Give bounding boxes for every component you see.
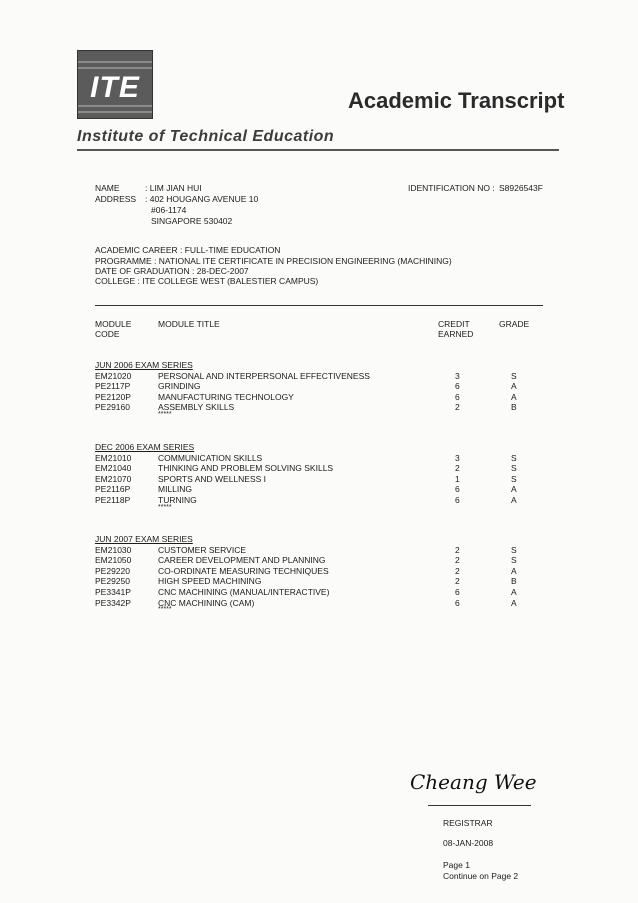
module-title: CNC MACHINING (CAM) <box>158 597 255 608</box>
header-divider <box>77 149 559 151</box>
header-module-code: CODE <box>95 329 120 339</box>
header-credit: EARNED <box>438 329 474 339</box>
module-code: PE29220 <box>95 565 130 576</box>
module-code: PE29160 <box>95 402 130 413</box>
id-value: S8926543F <box>499 183 543 193</box>
module-grade: A <box>511 587 517 597</box>
module-grade: S <box>511 473 517 484</box>
address-line: #06-1174 <box>151 205 187 215</box>
address-line: SINGAPORE 530402 <box>151 216 233 226</box>
college: COLLEGE : ITE COLLEGE WEST (BALESTIER CAMPUS) <box>95 276 319 286</box>
module-grade: B <box>511 576 517 587</box>
module-title: THINKING AND PROBLEM SOLVING SKILLS <box>158 463 334 474</box>
series-end-marker: ***** <box>158 503 172 511</box>
exam-series-label: DEC 2006 EXAM SERIES <box>95 442 195 452</box>
credit-earned: 6 <box>455 495 460 505</box>
credit-earned: 6 <box>455 391 460 402</box>
module-code: PE2118P <box>95 495 131 505</box>
exam-series-label: JUN 2007 EXAM SERIES <box>95 534 193 544</box>
issue-date: 08-JAN-2008 <box>443 838 494 848</box>
module-title: MANUFACTURING TECHNOLOGY <box>158 391 294 402</box>
header-module-code: MODULE <box>95 319 132 329</box>
module-code: EM21070 <box>95 473 132 484</box>
credit-earned: 6 <box>455 597 460 608</box>
module-title: MILLING <box>158 484 193 495</box>
continue-note: Continue on Page 2 <box>443 871 519 881</box>
module-title: SPORTS AND WELLNESS I <box>158 473 267 484</box>
credit-earned: 2 <box>455 402 460 413</box>
name-label: NAME <box>95 183 120 193</box>
credit-earned: 2 <box>455 576 460 587</box>
document-title: Academic Transcript <box>348 88 565 113</box>
module-grade: A <box>511 495 517 505</box>
graduation-date: DATE OF GRADUATION : 28-DEC-2007 <box>95 266 249 276</box>
module-title: CAREER DEVELOPMENT AND PLANNING <box>158 555 326 566</box>
signature-line <box>428 805 531 806</box>
address-line: : 402 HOUGANG AVENUE 10 <box>145 194 259 204</box>
module-grade: B <box>511 402 517 413</box>
page-number: Page 1 <box>443 860 470 870</box>
module-title: COMMUNICATION SKILLS <box>158 452 263 463</box>
credit-earned: 6 <box>455 587 460 597</box>
module-grade: S <box>511 463 517 474</box>
series-end-marker: ***** <box>158 411 172 418</box>
programme: PROGRAMME : NATIONAL ITE CERTIFICATE IN PRECISION ENGINEERING (MACHINING) <box>95 256 452 266</box>
module-grade: A <box>511 391 517 402</box>
credit-earned: 2 <box>455 463 460 474</box>
academic-career: ACADEMIC CAREER : FULL-TIME EDUCATION <box>95 245 281 255</box>
module-code: PE29250 <box>95 576 130 587</box>
registrar-label: REGISTRAR <box>443 818 493 828</box>
module-grade: S <box>511 555 517 566</box>
credit-earned: 6 <box>455 484 460 495</box>
module-grade: A <box>511 565 517 576</box>
module-title: CO-ORDINATE MEASURING TECHNIQUES <box>158 565 329 576</box>
ite-logo <box>77 50 153 119</box>
module-code: PE2120P <box>95 391 131 402</box>
credit-earned: 2 <box>455 555 460 566</box>
module-code: EM21020 <box>95 370 132 381</box>
module-grade: S <box>511 370 517 381</box>
credit-earned: 6 <box>455 381 460 392</box>
module-title: TURNING <box>158 495 197 505</box>
module-title: CNC MACHINING (MANUAL/INTERACTIVE) <box>158 587 330 597</box>
module-code: PE2117P <box>95 381 131 392</box>
module-grade: A <box>511 484 517 495</box>
module-grade: A <box>511 597 517 608</box>
header-credit: CREDIT <box>438 319 470 329</box>
credit-earned: 2 <box>455 565 460 576</box>
module-title: ASSEMBLY SKILLS <box>158 402 235 413</box>
module-title: GRINDING <box>158 381 201 392</box>
name-value: : LIM JIAN HUI <box>145 183 202 193</box>
module-title: CUSTOMER SERVICE <box>158 544 247 555</box>
header-grade: GRADE <box>499 319 530 329</box>
exam-series-label: JUN 2006 EXAM SERIES <box>95 360 193 370</box>
module-grade: S <box>511 452 517 463</box>
module-title: PERSONAL AND INTERPERSONAL EFFECTIVENESS <box>158 370 370 381</box>
module-code: PE3342P <box>95 597 131 608</box>
module-grade: A <box>511 381 517 392</box>
logo-text: ITE <box>90 71 140 104</box>
header-module-title: MODULE TITLE <box>158 319 220 329</box>
series-end-marker: ***** <box>158 606 172 614</box>
module-code: EM21040 <box>95 463 132 474</box>
credit-earned: 3 <box>455 370 460 381</box>
module-code: PE2116P <box>95 484 131 495</box>
id-label: IDENTIFICATION NO : <box>408 183 495 193</box>
credit-earned: 2 <box>455 544 460 555</box>
module-code: EM21050 <box>95 555 132 566</box>
module-grade: S <box>511 544 517 555</box>
module-code: EM21010 <box>95 452 132 463</box>
section-divider <box>95 305 543 306</box>
registrar-signature: Cheang Wee <box>410 770 537 794</box>
module-code: PE3341P <box>95 587 131 597</box>
module-code: EM21030 <box>95 544 132 555</box>
address-label: ADDRESS <box>95 194 137 204</box>
institute-name: Institute of Technical Education <box>77 128 335 145</box>
credit-earned: 1 <box>455 473 460 484</box>
credit-earned: 3 <box>455 452 460 463</box>
module-title: HIGH SPEED MACHINING <box>158 576 262 587</box>
